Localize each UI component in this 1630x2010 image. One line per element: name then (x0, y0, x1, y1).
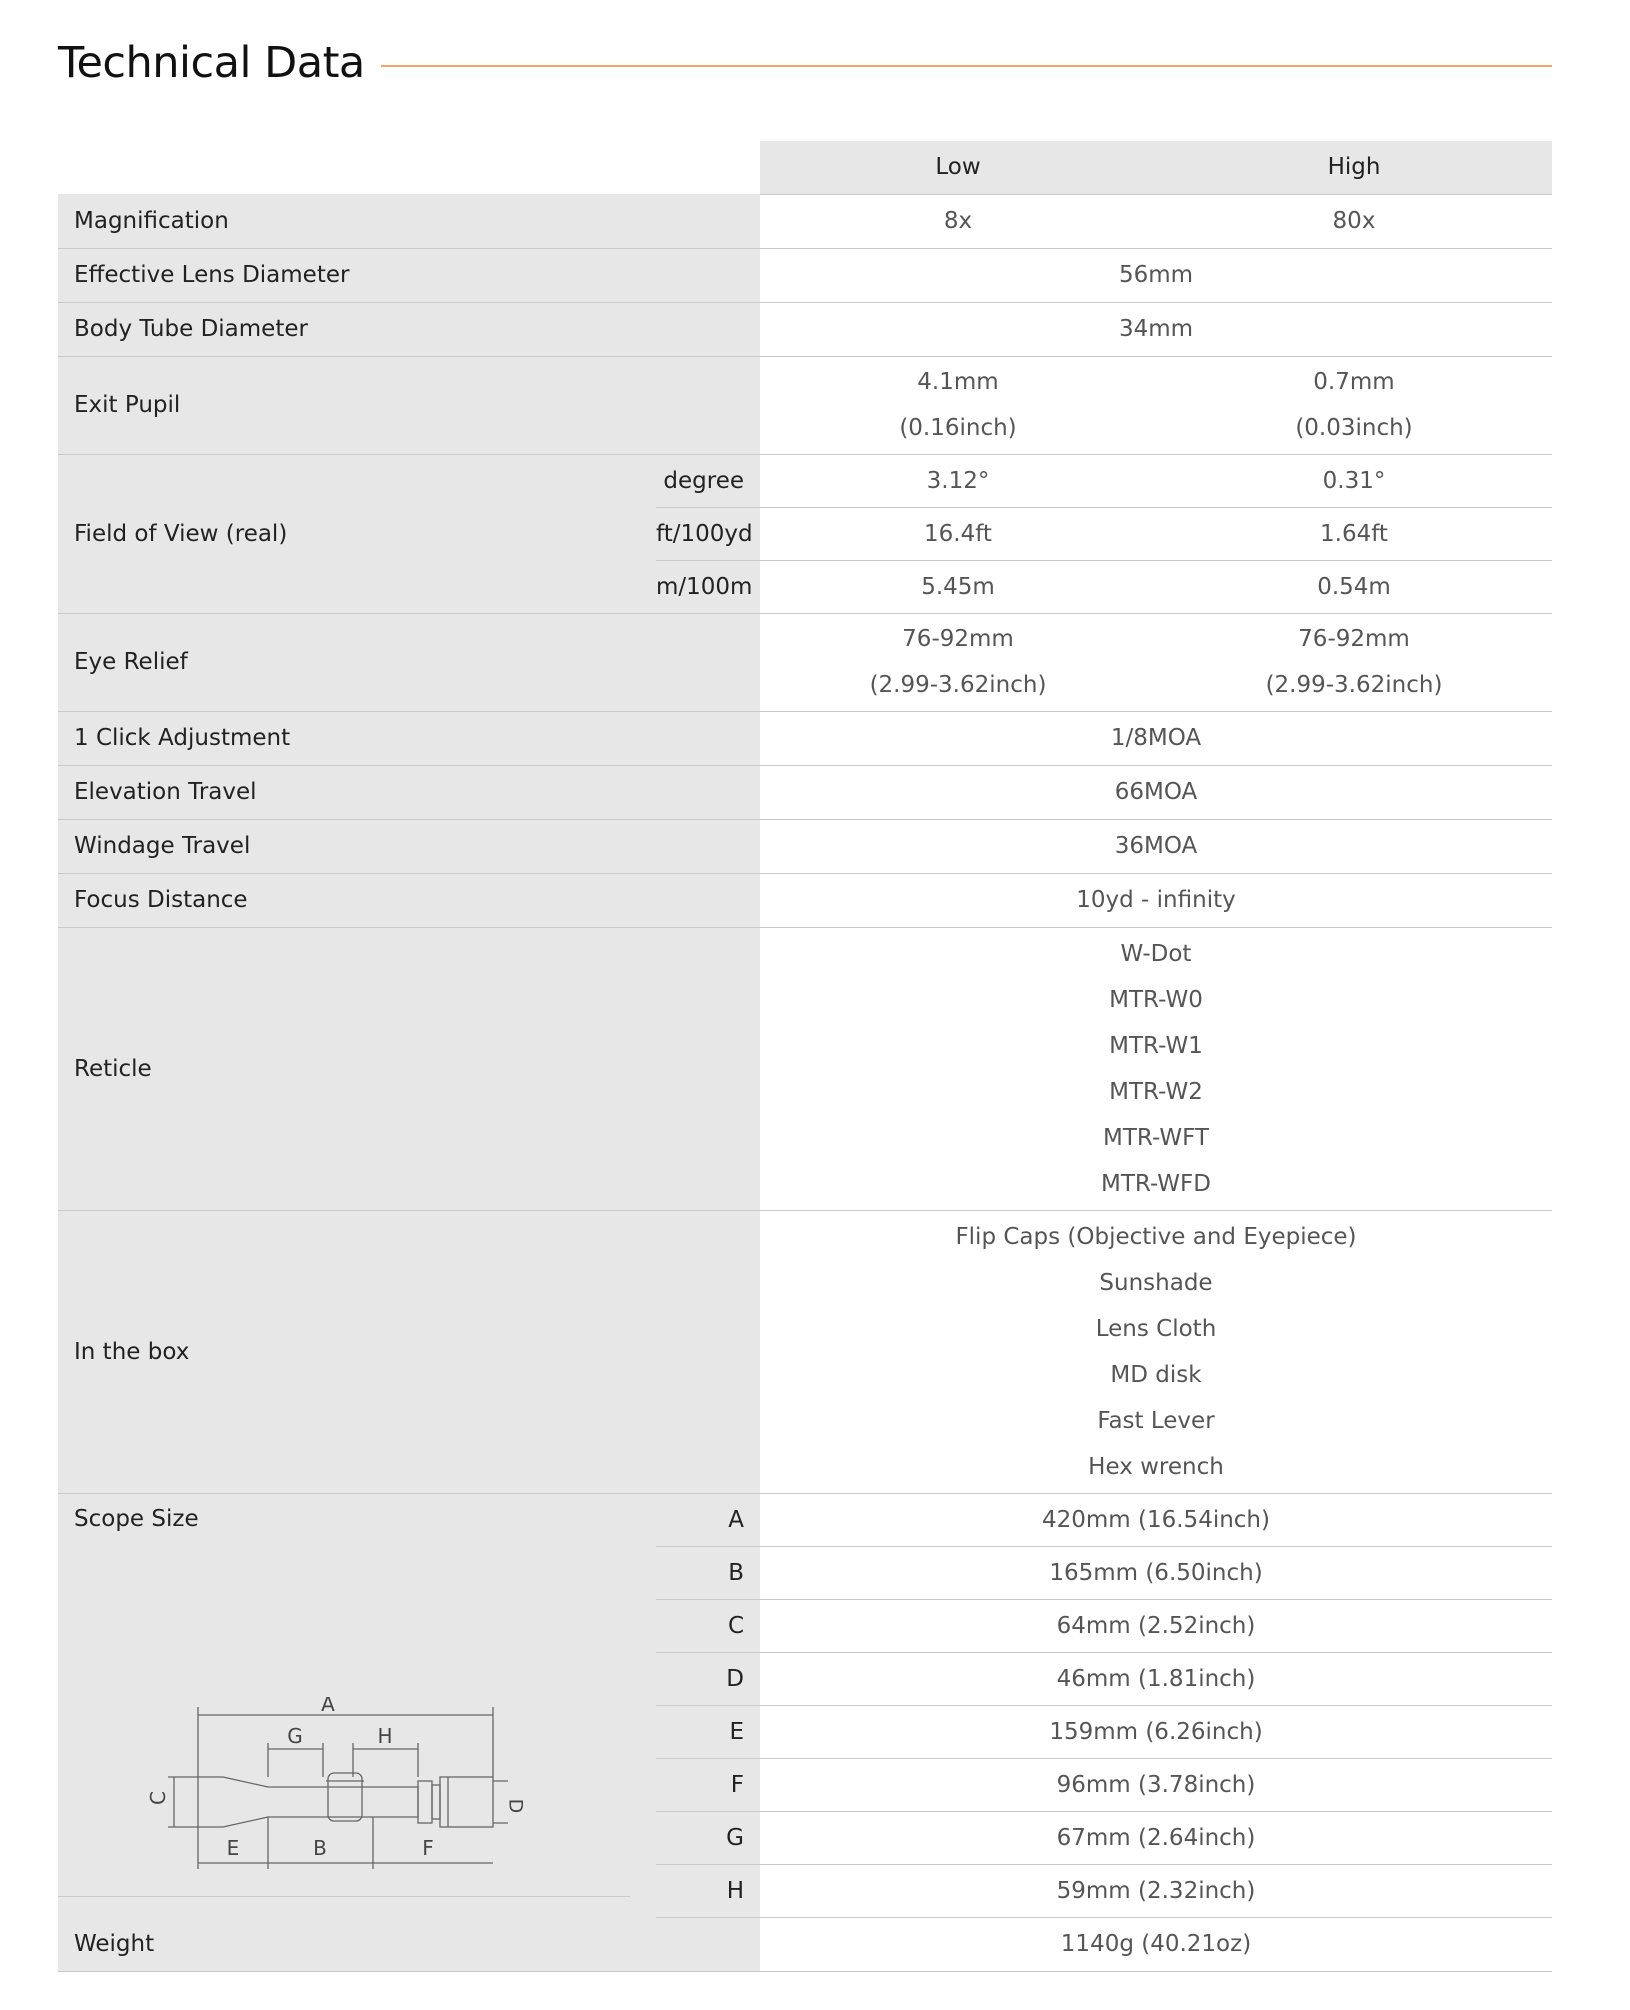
row-reticle (58, 927, 1552, 1210)
value-low: 5.45m (760, 560, 1156, 613)
value-high: 0.54m (1156, 560, 1552, 613)
title-accent-rule (381, 65, 1552, 67)
value-low: 8x (760, 194, 1156, 248)
diagram-label-f: F (422, 1835, 434, 1860)
dimension-value: 165mm (6.50inch) (760, 1546, 1552, 1599)
row-label: Magnification (58, 194, 760, 248)
row-label: Effective Lens Diameter (58, 248, 760, 302)
page-title: Technical Data (58, 38, 365, 88)
column-header-low: Low (760, 141, 1156, 194)
value-high: 1.64ft (1156, 507, 1552, 560)
row-eye-relief (58, 613, 1552, 711)
scope-diagram-cell (58, 1546, 656, 1917)
list-item: MTR-W2 (1109, 1078, 1203, 1105)
row-scope-size-a (58, 1493, 1552, 1546)
value: 36MOA (760, 819, 1552, 873)
value-low: 16.4ft (760, 507, 1156, 560)
dimension-key: H (656, 1864, 760, 1917)
row-windage-travel (58, 819, 1552, 873)
row-click-adjustment (58, 711, 1552, 765)
dimension-key: E (656, 1705, 760, 1758)
row-elevation-travel (58, 765, 1552, 819)
list-item: MD disk (1110, 1361, 1202, 1388)
dimension-key: G (656, 1811, 760, 1864)
unit-label: ft/100yd (656, 507, 760, 560)
dimension-value: 46mm (1.81inch) (760, 1652, 1552, 1705)
header-row (58, 141, 1552, 194)
diagram-label-a: A (321, 1696, 335, 1716)
value-high (1156, 356, 1552, 454)
list-item: Sunshade (1099, 1269, 1213, 1296)
row-label: Exit Pupil (58, 356, 760, 454)
value-high: 80x (1156, 194, 1552, 248)
dimension-value: 96mm (3.78inch) (760, 1758, 1552, 1811)
value: 1140g (40.21oz) (760, 1917, 1552, 1971)
row-label: Body Tube Diameter (58, 302, 760, 356)
diagram-label-g: G (287, 1723, 303, 1748)
value-list (760, 927, 1552, 1210)
row-fov-degree (58, 454, 1552, 507)
row-in-the-box (58, 1210, 1552, 1493)
row-exit-pupil (58, 356, 1552, 454)
row-weight (58, 1917, 1552, 1971)
row-label: Reticle (58, 927, 760, 1210)
list-item: Lens Cloth (1095, 1315, 1217, 1342)
value-line: 76-92mm (1298, 626, 1410, 652)
spec-table (58, 141, 1552, 1972)
value-list (760, 1210, 1552, 1493)
dimension-key: A (656, 1493, 760, 1546)
list-item: MTR-WFD (1101, 1170, 1211, 1197)
diagram-label-c: C (146, 1790, 170, 1805)
unit-label: degree (656, 454, 760, 507)
value-high (1156, 613, 1552, 711)
row-magnification (58, 194, 1552, 248)
dimension-key: C (656, 1599, 760, 1652)
dimension-key: B (656, 1546, 760, 1599)
row-label: Field of View (real) (58, 454, 656, 613)
value: 10yd - infinity (760, 873, 1552, 927)
diagram-label-b: B (313, 1835, 327, 1860)
row-label: Weight (58, 1917, 760, 1971)
value-line: (2.99-3.62inch) (869, 672, 1047, 698)
diagram-label-h: H (377, 1723, 393, 1748)
value-line: (2.99-3.62inch) (1265, 672, 1443, 698)
row-tube-diameter (58, 302, 1552, 356)
value: 1/8MOA (760, 711, 1552, 765)
row-label: Scope Size (58, 1493, 656, 1546)
list-item: MTR-W0 (1109, 986, 1203, 1013)
row-label: Elevation Travel (58, 765, 760, 819)
dimension-value: 420mm (16.54inch) (760, 1493, 1552, 1546)
column-header-high: High (1156, 141, 1552, 194)
list-item: MTR-W1 (1109, 1032, 1203, 1059)
row-label: Eye Relief (58, 613, 760, 711)
value-line: 4.1mm (917, 369, 999, 395)
dimension-key: D (656, 1652, 760, 1705)
diagram-label-d: D (504, 1798, 527, 1813)
row-label: Windage Travel (58, 819, 760, 873)
list-item: Hex wrench (1088, 1453, 1224, 1480)
row-focus-distance (58, 873, 1552, 927)
value-line: (0.16inch) (899, 415, 1017, 441)
row-label: In the box (58, 1210, 760, 1493)
list-item: Flip Caps (Objective and Eyepiece) (955, 1223, 1357, 1250)
dimension-value: 59mm (2.32inch) (760, 1864, 1552, 1917)
value-line: 76-92mm (902, 626, 1014, 652)
list-item: W-Dot (1120, 940, 1192, 967)
diagram-label-e: E (226, 1835, 240, 1860)
scope-dimension-diagram (128, 1697, 508, 1887)
page-heading (58, 38, 1552, 88)
dimension-value: 64mm (2.52inch) (760, 1599, 1552, 1652)
list-item: Fast Lever (1097, 1407, 1215, 1434)
unit-label: m/100m (656, 560, 760, 613)
row-lens-diameter (58, 248, 1552, 302)
row-scope-size-b (58, 1546, 1552, 1599)
value: 66MOA (760, 765, 1552, 819)
divider (58, 1896, 630, 1897)
value-low (760, 356, 1156, 454)
dimension-value: 159mm (6.26inch) (760, 1705, 1552, 1758)
value: 56mm (760, 248, 1552, 302)
value-high: 0.31° (1156, 454, 1552, 507)
dimension-key: F (656, 1758, 760, 1811)
value-line: 0.7mm (1313, 369, 1395, 395)
value-low (760, 613, 1156, 711)
row-label: 1 Click Adjustment (58, 711, 760, 765)
value: 34mm (760, 302, 1552, 356)
dimension-value: 67mm (2.64inch) (760, 1811, 1552, 1864)
list-item: MTR-WFT (1103, 1124, 1209, 1151)
row-label: Focus Distance (58, 873, 760, 927)
value-low: 3.12° (760, 454, 1156, 507)
value-line: (0.03inch) (1295, 415, 1413, 441)
